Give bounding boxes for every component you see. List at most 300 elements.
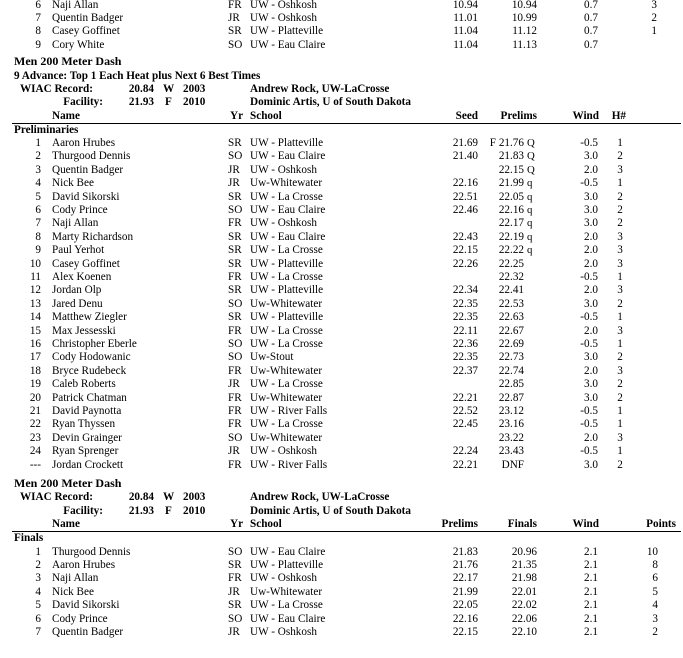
place: 10	[29, 257, 41, 270]
wind: 2.0	[584, 364, 598, 377]
result-row	[0, 284, 683, 297]
prelim-time: 22.05	[452, 599, 478, 612]
place: 18	[29, 364, 41, 377]
athlete-name: Naji Allan	[52, 217, 99, 230]
school: UW - Oshkosh	[250, 11, 317, 24]
round-label-text: Preliminaries	[14, 123, 79, 136]
prelim-time: 22.87	[498, 391, 524, 404]
seed-time: 22.36	[452, 338, 478, 350]
year: SO	[228, 297, 243, 310]
wind: 2.0	[584, 284, 598, 297]
school: Uw-Whitewater	[250, 364, 323, 377]
school: UW - Eau Claire	[250, 545, 326, 558]
place: 8	[35, 25, 41, 38]
school: Uw-Stout	[250, 351, 294, 364]
year: SR	[228, 284, 242, 297]
school: UW - Eau Claire	[250, 612, 326, 625]
result-row	[0, 392, 683, 405]
header-points: Points	[646, 518, 676, 531]
heat: 1	[617, 445, 623, 458]
place: 24	[29, 445, 41, 458]
school: UW - Eau Claire	[250, 204, 326, 216]
athlete-name: Thurgood Dennis	[52, 545, 131, 558]
seed-time: 22.35	[452, 351, 478, 364]
heat: 3	[617, 163, 623, 176]
record-label: WIAC Record:	[19, 82, 93, 95]
column-headers	[0, 110, 683, 123]
school: UW - Platteville	[250, 25, 324, 38]
result-row	[0, 418, 683, 431]
result-row	[0, 12, 683, 25]
school: UW - Oshkosh	[250, 445, 317, 458]
wind: 2.1	[584, 545, 598, 558]
final-time: 22.02	[511, 599, 537, 612]
athlete-name: Casey Goffinet	[52, 257, 120, 270]
wind: 3.0	[584, 190, 598, 203]
place: 14	[29, 311, 41, 324]
seed-time: 22.34	[452, 284, 478, 297]
place: 7	[35, 625, 41, 638]
facility-code: F	[165, 504, 172, 517]
prelim-time: 21.76	[452, 558, 478, 571]
heat: 2	[617, 217, 623, 230]
qualifier: q	[527, 244, 533, 257]
year: FR	[228, 391, 242, 404]
result-row	[0, 459, 683, 472]
place: 12	[29, 284, 41, 297]
result-row	[0, 164, 683, 177]
result-row	[0, 244, 683, 257]
prelim-time: 22.22	[498, 244, 524, 257]
athlete-name: Quentin Badger	[52, 625, 124, 638]
prelim-time: 22.16	[452, 612, 478, 625]
athlete-name: Jared Denu	[52, 297, 103, 310]
wind: 2.1	[584, 585, 598, 598]
qualifier: Q	[527, 163, 535, 176]
place: 5	[35, 190, 41, 203]
seed-time: 22.11	[453, 324, 478, 337]
header-seed: Seed	[455, 109, 478, 122]
year: SO	[228, 204, 243, 216]
athlete-name: David Sikorski	[52, 190, 120, 203]
year: SO	[228, 38, 243, 51]
prelim-time: 21.99	[498, 177, 524, 190]
seed-time: 22.45	[452, 418, 478, 431]
place: 6	[35, 204, 41, 216]
wind: 2.0	[584, 244, 598, 257]
prelim-time: 22.41	[498, 284, 524, 297]
place: 9	[35, 38, 41, 51]
athlete-name: Ryan Thyssen	[52, 418, 116, 431]
place: 11	[30, 271, 41, 283]
points: 10	[646, 545, 658, 558]
place: 3	[35, 572, 41, 585]
school: Uw-Whitewater	[250, 177, 323, 190]
result-row	[0, 365, 683, 378]
wind: 0.7	[584, 38, 598, 51]
athlete-name: Bryce Rudebeck	[52, 364, 127, 377]
athlete-name: Max Jessesski	[52, 324, 116, 337]
wind: 2.0	[584, 257, 598, 270]
result-row	[0, 25, 683, 38]
athlete-name: Caleb Roberts	[52, 378, 116, 391]
facility-time: 21.93	[128, 96, 154, 109]
school: UW - La Crosse	[250, 244, 323, 257]
athlete-name: Thurgood Dennis	[52, 150, 131, 163]
prelim-time: 21.99	[452, 585, 478, 598]
qualifier: q	[527, 230, 533, 243]
athlete-name: Nick Bee	[52, 585, 94, 598]
heat: 3	[617, 257, 623, 270]
points: 4	[652, 599, 658, 612]
heat: 3	[617, 364, 623, 377]
school: UW - Oshkosh	[250, 217, 317, 230]
result-row	[0, 626, 683, 639]
final-time: 22.10	[511, 625, 537, 638]
seed-time: 22.24	[452, 445, 478, 458]
year: JR	[228, 163, 240, 176]
place: 4	[35, 177, 41, 190]
wind: 2.1	[584, 558, 598, 571]
place: 15	[29, 324, 41, 337]
result-row	[0, 39, 683, 52]
points: 2	[651, 11, 657, 24]
year: FR	[228, 405, 242, 417]
result-row	[0, 613, 683, 626]
points: 3	[652, 612, 658, 625]
year: FR	[228, 458, 242, 471]
result-row	[0, 405, 683, 418]
wind: -0.5	[580, 338, 598, 350]
seed-time: 22.35	[452, 311, 478, 324]
event-title	[0, 477, 683, 490]
prelim-time: 22.74	[498, 364, 524, 377]
column-headers	[0, 518, 683, 531]
heat: 2	[617, 204, 623, 216]
seed-time: 22.16	[452, 177, 478, 190]
result-row	[0, 204, 683, 217]
year: JR	[228, 378, 240, 391]
athlete-name: Aaron Hrubes	[52, 137, 116, 149]
facility-year: 2010	[183, 504, 206, 517]
result-row	[0, 445, 683, 458]
school: UW - Eau Claire	[250, 38, 326, 51]
result-row	[0, 599, 683, 612]
result-row	[0, 378, 683, 391]
event-title-text: Men 200 Meter Dash	[14, 54, 122, 69]
year: JR	[228, 177, 240, 190]
year: SR	[228, 25, 242, 38]
wind: 3.0	[584, 150, 598, 163]
prelim-time: 22.15	[452, 625, 478, 638]
wind: 3.0	[584, 297, 598, 310]
points: 8	[652, 558, 658, 571]
wind: -0.5	[580, 445, 598, 458]
place: 7	[35, 11, 41, 24]
seed-time: 11.04	[453, 38, 478, 51]
place: 4	[35, 585, 41, 598]
prelim-time: 22.32	[498, 271, 524, 283]
wind: 3.0	[584, 378, 598, 391]
header-year: Yr	[230, 109, 244, 122]
athlete-name: Jordan Crockett	[52, 458, 124, 471]
wind: 0.7	[584, 11, 598, 24]
prelim-time: 22.25	[498, 257, 524, 270]
wind: -0.5	[580, 311, 598, 324]
athlete-name: Casey Goffinet	[52, 25, 120, 38]
place: 21	[29, 405, 41, 417]
place: 8	[35, 230, 41, 243]
qualifier: q	[527, 204, 533, 216]
year: FR	[228, 364, 242, 377]
year: FR	[228, 217, 242, 230]
year: SO	[228, 545, 243, 558]
year: SR	[228, 230, 242, 243]
heat: 1	[617, 338, 623, 350]
school: UW - Oshkosh	[250, 163, 317, 176]
advance-text: 9 Advance: Top 1 Each Heat plus Next 6 Best Times	[14, 69, 261, 82]
year: SR	[228, 599, 242, 612]
record-code: W	[163, 82, 175, 95]
wind: 3.0	[584, 217, 598, 230]
heat: 2	[617, 351, 623, 364]
result-row	[0, 271, 683, 284]
prelim-time: 22.53	[498, 297, 524, 310]
athlete-name: Christopher Eberle	[52, 338, 137, 350]
year: FR	[228, 572, 242, 585]
header-prelims: Prelims	[441, 518, 478, 531]
result-row	[0, 191, 683, 204]
school: UW - La Crosse	[250, 338, 323, 350]
athlete-name: Alex Koenen	[52, 271, 112, 283]
athlete-name: Matthew Ziegler	[52, 311, 127, 324]
result-row	[0, 258, 683, 271]
athlete-name: Paul Yerhot	[52, 244, 105, 257]
place: 6	[35, 0, 41, 11]
school: UW - River Falls	[250, 458, 328, 471]
result-row	[0, 572, 683, 585]
school: UW - Oshkosh	[250, 572, 317, 585]
record-holder: Andrew Rock, UW-LaCrosse	[250, 491, 390, 504]
record-label: WIAC Record:	[19, 491, 93, 504]
result-row	[0, 231, 683, 244]
year: FR	[228, 324, 242, 337]
result-row	[0, 586, 683, 599]
facility-holder: Dominic Artis, U of South Dakota	[250, 504, 411, 517]
result-row	[0, 559, 683, 572]
heat: 3	[617, 244, 623, 257]
header-school: School	[250, 109, 282, 122]
year: SR	[228, 190, 242, 203]
wind: 2.0	[584, 163, 598, 176]
school: UW - Platteville	[250, 137, 324, 149]
heat: 2	[617, 190, 623, 203]
wind: 2.1	[584, 612, 598, 625]
wind: 3.0	[584, 204, 598, 216]
year: JR	[228, 585, 240, 598]
school: Uw-Whitewater	[250, 391, 323, 404]
header-name: Name	[52, 518, 80, 531]
points: 5	[652, 585, 658, 598]
school: UW - Platteville	[250, 558, 324, 571]
prelim-time: 23.43	[498, 445, 524, 458]
result-row	[0, 0, 683, 12]
wind: 3.0	[584, 458, 598, 471]
athlete-name: Nick Bee	[52, 177, 94, 190]
athlete-name: Quentin Badger	[52, 11, 124, 24]
prelim-time: 23.12	[498, 405, 524, 417]
facility-label: Facility:	[63, 504, 103, 517]
header-prelims: Prelims	[500, 109, 537, 122]
result-row	[0, 150, 683, 163]
final-time: 22.06	[511, 612, 537, 625]
year: FR	[228, 271, 242, 283]
header-name: Name	[52, 109, 80, 122]
seed-time: 21.40	[452, 150, 478, 163]
header-school: School	[250, 518, 282, 531]
year: JR	[228, 445, 240, 458]
facility-code: F	[165, 96, 172, 109]
wind: 2.0	[584, 431, 598, 444]
school: UW - La Crosse	[250, 418, 323, 431]
points: 6	[652, 572, 658, 585]
athlete-name: Cody Prince	[52, 204, 108, 216]
place: 9	[35, 244, 41, 257]
place: ---	[29, 458, 41, 471]
year: SR	[228, 137, 242, 149]
record-line	[0, 491, 683, 504]
seed-time: 22.26	[452, 257, 478, 270]
heat: 1	[617, 311, 623, 324]
wind: -0.5	[580, 177, 598, 190]
seed-time: 22.46	[452, 204, 478, 216]
prelim-time: 21.83	[498, 150, 524, 163]
athlete-name: Patrick Chatman	[52, 391, 127, 404]
facility-line	[0, 505, 683, 518]
athlete-name: David Paynotta	[52, 405, 122, 417]
result-row	[0, 351, 683, 364]
seed-time: 22.43	[452, 230, 478, 243]
heat: 3	[617, 431, 623, 444]
wind: 2.0	[584, 324, 598, 337]
header-wind: Wind	[572, 518, 599, 531]
athlete-name: Ryan Sprenger	[52, 445, 119, 458]
athlete-name: Devin Grainger	[52, 431, 122, 444]
school: UW - Platteville	[250, 257, 324, 270]
qualifier: Q	[527, 150, 535, 163]
place: 20	[29, 391, 41, 404]
wind: 2.1	[584, 625, 598, 638]
seed-time: 21.69	[452, 137, 478, 149]
seed-time: 11.04	[453, 25, 478, 38]
seed-time: 22.52	[452, 405, 478, 417]
year: SR	[228, 311, 242, 324]
qualifier: q	[527, 217, 533, 230]
result-time: 11.12	[512, 25, 537, 38]
athlete-name: Naji Allan	[52, 0, 99, 11]
record-time: 20.84	[128, 491, 154, 504]
school: UW - Oshkosh	[250, 0, 317, 11]
place: 3	[35, 163, 41, 176]
result-time: 10.99	[511, 11, 537, 24]
header-finals: Finals	[507, 518, 537, 531]
advance-rule	[0, 70, 683, 83]
facility-time: 21.93	[128, 504, 154, 517]
heat: 1	[617, 405, 623, 417]
result-row	[0, 311, 683, 324]
result-time: 10.94	[511, 0, 537, 11]
place: 6	[35, 612, 41, 625]
year: SO	[228, 431, 243, 444]
school: UW - Oshkosh	[250, 625, 317, 638]
facility-line	[0, 96, 683, 109]
year: FR	[228, 0, 242, 11]
seed-time: 22.37	[452, 364, 478, 377]
event-title-text: Men 200 Meter Dash	[14, 476, 122, 490]
heat: 1	[617, 418, 623, 431]
qualifier: q	[527, 177, 533, 190]
athlete-name: Naji Allan	[52, 572, 99, 585]
round-label	[0, 124, 683, 137]
result-row	[0, 546, 683, 559]
record-line	[0, 83, 683, 96]
year: SR	[228, 257, 242, 270]
place: 17	[29, 351, 41, 364]
place: 1	[35, 137, 41, 149]
result-row	[0, 325, 683, 338]
place: 2	[35, 558, 41, 571]
record-year: 2003	[183, 82, 206, 95]
prelim-time: 22.19	[498, 230, 524, 243]
wind: -0.5	[580, 405, 598, 417]
place: 16	[29, 338, 41, 350]
record-year: 2003	[183, 491, 206, 504]
seed-time: 22.21	[452, 391, 478, 404]
heat: 3	[617, 230, 623, 243]
athlete-name: Cory White	[52, 38, 105, 51]
result-time: 11.13	[512, 38, 537, 51]
place: 7	[35, 217, 41, 230]
school: Uw-Whitewater	[250, 431, 323, 444]
seed-time: 22.51	[452, 190, 478, 203]
wind: 3.0	[584, 351, 598, 364]
seed-time: 22.35	[452, 297, 478, 310]
heat: 2	[617, 150, 623, 163]
heat: 2	[617, 458, 623, 471]
wind: -0.5	[580, 418, 598, 431]
wind: 2.1	[584, 572, 598, 585]
athlete-name: David Sikorski	[52, 599, 120, 612]
year: SR	[228, 244, 242, 257]
place: 23	[29, 431, 41, 444]
wind: 0.7	[584, 25, 598, 38]
school: UW - Platteville	[250, 284, 324, 297]
year: FR	[228, 418, 242, 431]
final-time: 21.35	[511, 558, 537, 571]
wind: -0.5	[580, 271, 598, 283]
school: Uw-Whitewater	[250, 585, 323, 598]
athlete-name: Cody Hodowanic	[52, 351, 131, 364]
prelim-time: 22.85	[498, 378, 524, 391]
heat: 3	[617, 324, 623, 337]
round-label-text: Finals	[14, 532, 44, 545]
prelim-time: 21.83	[452, 545, 478, 558]
heat: 3	[617, 284, 623, 297]
points: 3	[651, 0, 657, 11]
athlete-name: Aaron Hrubes	[52, 558, 116, 571]
place: 19	[29, 378, 41, 391]
wind: 2.1	[584, 599, 598, 612]
